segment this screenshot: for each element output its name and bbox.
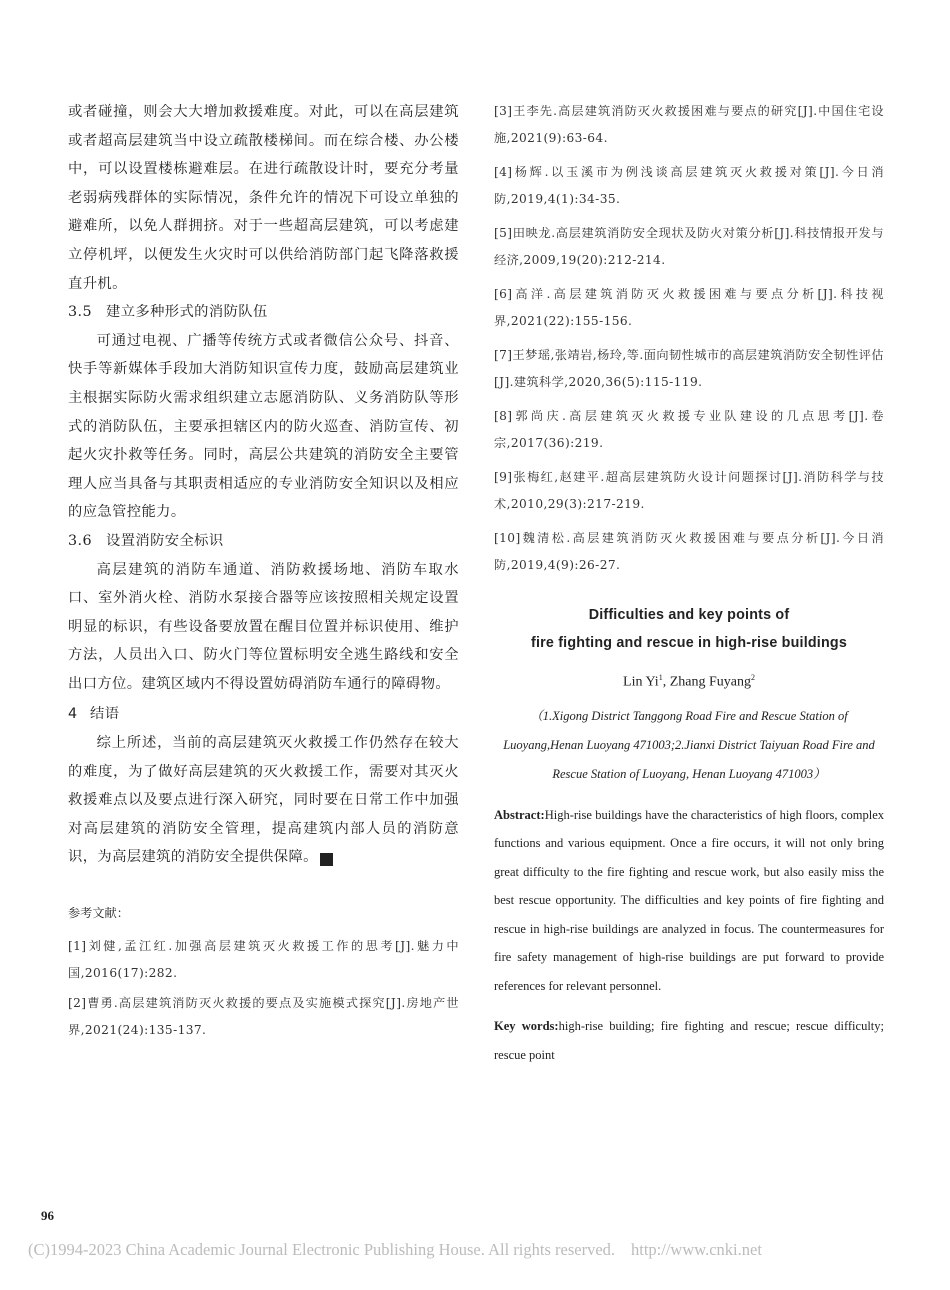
abstract-label: Abstract: <box>494 807 545 822</box>
section-heading-4 <box>68 700 459 729</box>
reference-item: [7]王梦瑶,张靖岩,杨玲,等.面向韧性城市的高层建筑消防安全韧性评估[J].建筑科学,2020,36(5):115-119. <box>494 348 884 389</box>
english-title <box>494 601 884 657</box>
section-number: 4 <box>68 706 78 723</box>
reference-item: [10]魏清松.高层建筑消防灭火救援困难与要点分析[J].今日消防,2019,4(9):26-27. <box>494 531 884 572</box>
references-title: 参考文献： <box>68 906 129 921</box>
body-paragraph: 或者碰撞，则会大大增加救援难度。对此，可以在高层建筑或者超高层建筑当中设立疏散楼梯间。而在综合楼、办公楼中，可以设置楼栋避难层。在进行疏散设计时，要充分考量老弱病残群体的实际情况，条件允许的情况下可设立单独的避难所，以免人群拥挤。对于一些超高层建筑，可以考虑建立停机坪，以便发生火灾时可以供给消防部门起飞降落救援直升机。 <box>68 104 459 292</box>
english-affiliation: （1.Xigong District Tanggong Road Fire and Rescue Station of Luoyang,Henan Luoyang 471003;2.Jianxi District Taiyuan Road Fire and Rescue Station of Luoyang, Henan Luoyang 471003） <box>503 708 875 781</box>
section-number: 3.6 <box>68 532 92 549</box>
english-keywords <box>494 1012 884 1069</box>
reference-item: [3]王李先.高层建筑消防灭火救援困难与要点的研究[J].中国住宅设施,2021(9):63-64. <box>494 104 884 145</box>
reference-item: [2]曹勇.高层建筑消防灭火救援的要点及实施模式探究[J].房地产世界,2021(24):135-137. <box>68 996 459 1038</box>
right-column <box>494 98 884 1069</box>
keywords-label: Key words: <box>494 1019 559 1034</box>
article-end-icon: C <box>320 853 333 866</box>
author-separator: , <box>662 674 670 690</box>
abstract-text: High-rise buildings have the characteristics of high floors, complex functions and various equipment. Once a fire occurs, it will not only bring great difficulty to the fire fighting and rescue work, but also easily miss the best rescue opportunity. The difficulties and key points of fire fighting and rescue in high-rise buildings are analyzed in focus. The countermeasures for fire safety management of high-rise buildings are put forward to provide references for relevant personnel. <box>494 807 884 993</box>
reference-item: [4]杨辉.以玉溪市为例浅谈高层建筑灭火救援对策[J].今日消防,2019,4(1):34-35. <box>494 165 884 206</box>
section-title: 结语 <box>90 706 120 723</box>
reference-item: [9]张梅红,赵建平.超高层建筑防火设计问题探讨[J].消防科学与技术,2010,29(3):217-219. <box>494 470 884 511</box>
reference-item: [5]田映龙.高层建筑消防安全现状及防火对策分析[J].科技情报开发与经济,2009,19(20):212-214. <box>494 226 884 267</box>
body-paragraph: 可通过电视、广播等传统方式或者微信公众号、抖音、快手等新媒体手段加大消防知识宣传力度，鼓励高层建筑业主根据实际防火需求组织建立志愿消防队、义务消防队等形式的消防队伍，主要承担辖区内的防火巡查、消防宣传、初起火灾扑救等任务。同时，高层公共建筑的消防安全主要管理人应当具备与其职责相适应的专业消防安全知识以及相应的应急管控能力。 <box>68 332 459 521</box>
body-paragraph: 高层建筑的消防车通道、消防救援场地、消防车取水口、室外消火栓、消防水泵接合器等应该按照相关规定设置明显的标识，有些设备要放置在醒目位置并标识使用、维护方法，人员出入口、防火门等位置标明安全逃生路线和安全出口方位。建筑区域内不得设置妨碍消防车通行的障碍物。 <box>68 561 459 692</box>
author-affiliation-mark: 1 <box>658 673 663 682</box>
english-title-line: Difficulties and key points of <box>588 607 790 623</box>
english-abstract <box>494 801 884 1001</box>
english-title-line: fire fighting and rescue in high-rise buildings <box>530 635 847 651</box>
copyright-footer <box>28 1240 808 1260</box>
footer-url: http://www.cnki.net <box>631 1240 762 1259</box>
left-column <box>68 98 459 1047</box>
page-number: 96 <box>41 1208 54 1223</box>
author-affiliation-mark: 2 <box>750 673 755 682</box>
section-title: 建立多种形式的消防队伍 <box>106 304 268 321</box>
section-heading-3-6 <box>68 527 459 556</box>
section-title: 设置消防安全标识 <box>106 532 224 549</box>
english-authors <box>494 667 884 694</box>
section-heading-3-5 <box>68 298 459 327</box>
reference-item: [1]刘健,孟江红.加强高层建筑灭火救援工作的思考[J].魅力中国,2016(17):282. <box>68 939 459 981</box>
author-name: Zhang Fuyang <box>669 674 751 690</box>
copyright-text: (C)1994-2023 China Academic Journal Electronic Publishing House. All rights reserved. <box>28 1240 616 1259</box>
conclusion-paragraph <box>68 729 459 872</box>
reference-item: [6]高洋.高层建筑消防灭火救援困难与要点分析[J].科技视界,2021(22):155-156. <box>494 287 884 328</box>
section-number: 3.5 <box>68 304 92 321</box>
author-name: Lin Yi <box>623 674 659 690</box>
conclusion-text: 综上所述，当前的高层建筑灭火救援工作仍然存在较大的难度，为了做好高层建筑的灭火救援工作，需要对其灭火救援难点以及要点进行深入研究，同时要在日常工作中加强对高层建筑的消防安全管理，提高建筑内部人员的消防意识，为高层建筑的消防安全提供保障。 <box>68 735 459 866</box>
keywords-text: high-rise building; fire fighting and rescue; rescue difficulty; rescue point <box>494 1019 884 1062</box>
reference-item: [8]郭尚庆.高层建筑灭火救援专业队建设的几点思考[J].卷宗,2017(36):219. <box>494 409 884 450</box>
